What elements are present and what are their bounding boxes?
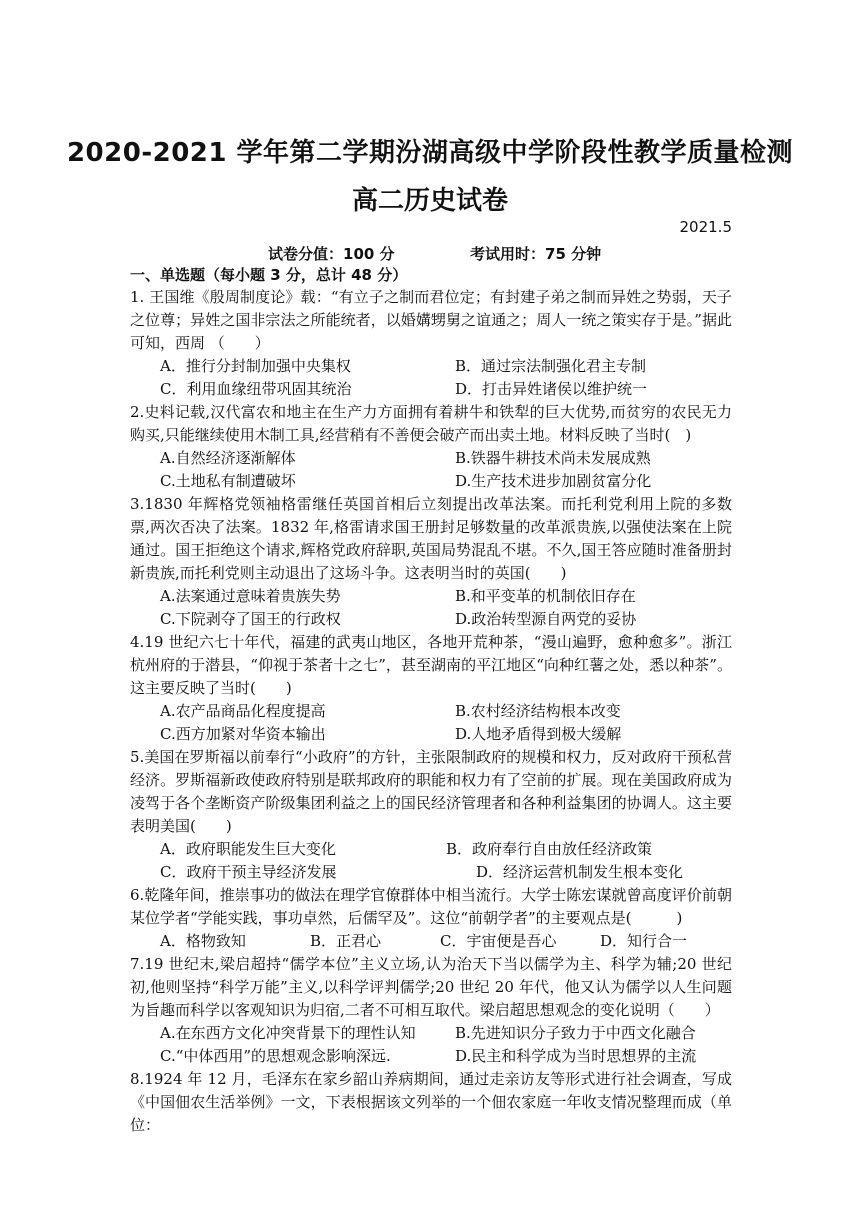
option-a: A.在东西方文化冲突背景下的理性认知	[160, 1024, 416, 1042]
question-stem: 8.1924 年 12 月，毛泽东在家乡韶山养病期间，通过走亲访友等形式进行社会调查，写成《中国佃农生活举例》一文，下表根据该文列举的一个佃农家庭一年收支情况整理而成（单位：	[130, 1070, 732, 1134]
question-list	[130, 286, 732, 1137]
question-item	[130, 493, 732, 631]
exam-subtitle: 高二历史试卷	[351, 186, 508, 216]
question-item	[130, 884, 732, 953]
question-stem: 6.乾隆年间，推崇事功的做法在理学官僚群体中相当流行。大学士陈宏谋就曾高度评价前朝某位学者“学能实践，事功卓然，后儒罕及”。这位“前朝学者”的主要观点是( )	[130, 886, 732, 927]
option-d: D．经济运营机制发生根本变化	[476, 863, 684, 881]
option-d: D．打击异姓诸侯以维护统一	[455, 380, 648, 398]
question-item	[130, 953, 732, 1068]
option-c: C．政府干预主导经济发展	[160, 863, 337, 881]
option-a: A.法案通过意味着贵族失势	[160, 587, 341, 605]
question-item	[130, 401, 732, 493]
option-c: C.土地私有制遭破坏	[160, 472, 296, 490]
question-stem: 1. 王国维《殷周制度论》载：“有立子之制而君位定；有封建子弟之制而异姓之势弱，天子之位尊；异姓之国非宗法之所能统者，以婚媾甥舅之谊通之；周人一统之策实存于是。”据此可知，西周 （ ）	[130, 288, 732, 352]
exam-duration-label: 考试用时：75 分钟	[470, 245, 602, 263]
option-b: B．政府奉行自由放任经济政策	[446, 840, 653, 858]
question-stem: 7.19 世纪末,梁启超持“儒学本位”主义立场,认为治天下当以儒学为主、科学为辅;20 世纪初,他则坚持“科学万能”主义,以科学评判儒学;20 世纪 20 年代，他又认为儒学以人生问题为旨趣而科学以客观知识为归宿,二者不可相互取代。梁启超思想观念的变化说明（ ）	[130, 955, 732, 1019]
option-d: D.民主和科学成为当时思想界的主流	[455, 1047, 697, 1065]
option-c: C.“中体西用”的思想观念影响深远.	[160, 1047, 391, 1065]
option-a: A．推行分封制加强中央集权	[160, 357, 351, 375]
option-b: B.铁器牛耕技术尚未发展成熟	[455, 449, 651, 467]
option-b: B．正君心	[310, 932, 382, 950]
question-stem: 3.1830 年辉格党领袖格雷继任英国首相后立刻提出改革法案。而托利党利用上院的多数票,两次否决了法案。1832 年,格雷请求国王册封足够数量的改革派贵族,以强使法案在上院通过。国王拒绝这个请求,辉格党政府辞职,英国局势混乱不堪。不久,国王答应随时准备册封新贵族,而托利党则主动退出了这场斗争。这表明当时的英国( )	[130, 495, 732, 582]
option-b: B.先进知识分子致力于中西文化融合	[455, 1024, 696, 1042]
option-d: D．知行合一	[600, 932, 688, 950]
exam-date: 2021.5	[679, 218, 732, 236]
option-c: C．利用血缘纽带巩固其统治	[160, 380, 352, 398]
question-stem: 2.史料记载,汉代富农和地主在生产力方面拥有着耕牛和铁犁的巨大优势,而贫穷的农民无力购买,只能继续使用木制工具,经营稍有不善便会破产而出卖土地。材料反映了当时( )	[130, 403, 732, 444]
question-stem: 5.美国在罗斯福以前奉行“小政府”的方针，主张限制政府的规模和权力，反对政府干预私营经济。罗斯福新政使政府特别是联邦政府的职能和权力有了空前的扩展。现在美国政府成为凌驾于各个垄断资产阶级集团利益之上的国民经济管理者和各种利益集团的协调人。这主要表明美国( )	[130, 748, 732, 835]
option-a: A.农产品商品化程度提高	[160, 702, 326, 720]
total-score-label: 试卷分值：100 分	[268, 245, 395, 263]
option-c: C.西方加紧对华资本输出	[160, 725, 326, 743]
question-options	[130, 838, 732, 884]
question-options	[130, 585, 732, 631]
option-b: B．通过宗法制强化君主专制	[455, 357, 647, 375]
section-heading: 一、单选题（每小题 3 分，总计 48 分）	[130, 266, 408, 284]
option-b: B.和平变革的机制依旧存在	[455, 587, 636, 605]
question-options	[130, 355, 732, 401]
question-options	[130, 447, 732, 493]
question-item	[130, 1068, 732, 1137]
question-stem: 4.19 世纪六七十年代，福建的武夷山地区，各地开荒种茶，“漫山遍野，愈种愈多”。浙江杭州府的于潜县，“仰视于茶者十之七”，甚至湖南的平江地区“向种红薯之处，悉以种茶”。这主要反映了当时( )	[130, 633, 732, 697]
option-d: D.人地矛盾得到极大缓解	[455, 725, 622, 743]
question-item	[130, 746, 732, 884]
option-b: B.农村经济结构根本改变	[455, 702, 621, 720]
option-c: C．宇宙便是吾心	[440, 932, 557, 950]
question-options	[130, 930, 732, 953]
option-a: A．政府职能发生巨大变化	[160, 840, 336, 858]
question-item	[130, 286, 732, 401]
option-c: C.下院剥夺了国王的行政权	[160, 610, 341, 628]
option-a: A.自然经济逐渐解体	[160, 449, 296, 467]
option-d: D.政治转型源自两党的妥协	[455, 610, 637, 628]
question-options	[130, 700, 732, 746]
question-options	[130, 1022, 732, 1068]
option-d: D.生产技术进步加剧贫富分化	[455, 472, 652, 490]
option-a: A．格物致知	[160, 932, 246, 950]
exam-title: 2020-2021 学年第二学期汾湖高级中学阶段性教学质量检测	[66, 138, 794, 168]
question-item	[130, 631, 732, 746]
